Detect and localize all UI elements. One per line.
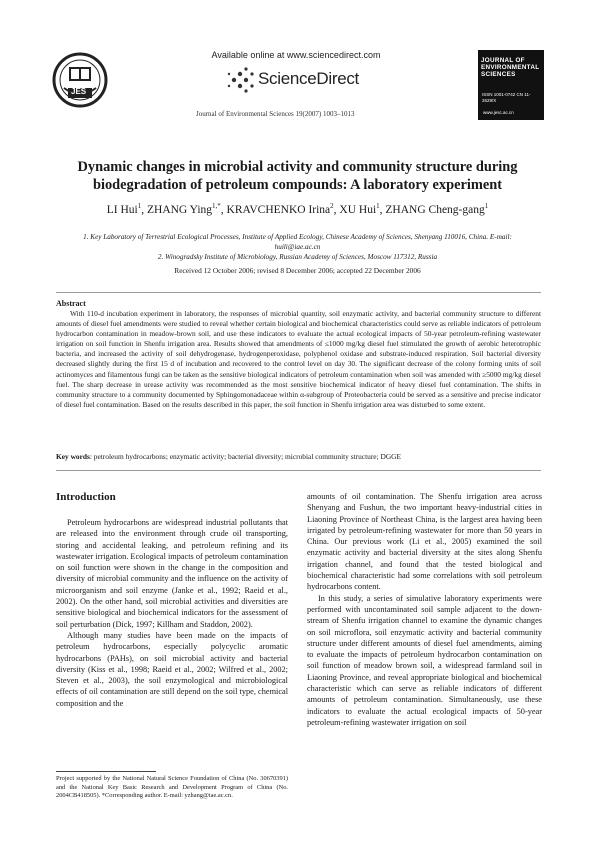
sciencedirect-banner: [196, 50, 396, 110]
paper-title: Dynamic changes in microbial activity and community structure during biodegradation of petroleum compounds: A laboratory experiment: [77, 159, 518, 193]
abstract-heading: Abstract: [56, 299, 86, 308]
author-affiliation-mark: 1,*: [212, 202, 221, 210]
author-name: LI Hui: [106, 203, 138, 216]
left-column: [56, 517, 288, 709]
body-paragraph: Petroleum hydrocarbons are widespread industrial pollutants that are released into the environment through crude oil transporting, storing and accidental leaking, and petroleum refining and its wastewater irrigation. Ecological impacts of petroleum contamination on soil function were shown in the change in the composition and diversity of microbial community and the influence on the activity of microorganism and soil enzyme (Janke et al., 1992; Raeid et al., 2002). On the other hand, soil microbial activities and diversities are sensitive biological and biochemical indicators for the assessment of soil perturbation (Dick, 1997; Killham and Staddon, 2002).: [56, 518, 289, 629]
cover-url: www.jesc.ac.cn: [483, 110, 514, 115]
keywords-label: Key words: [56, 452, 90, 461]
keywords-list: : petroleum hydrocarbons; enzymatic activity; bacterial diversity; microbial community structure; DGGE: [89, 452, 402, 461]
author-list: LI Hui$^1$, ZHANG Ying$^{1,*}$, KRAVCHENKO Irina$^2$, XU Hui$^1$, ZHANG Cheng-gang$^1$: [106, 202, 489, 216]
body-paragraph: amounts of oil contamination. The Shenfu irrigation area across Shenyang and Fushun, the two important heavy-industrial cities in Liaoning Province of Northeast China, is the largest area having been irrigated by petroleum-refining wastewater for more than 50 years in China. Our previous work (Li et al., 2005) examined the soil enzymatic activity and bacterial diversity at the sites along Shenfu irrigation channel, and found that the tested biological and biochemical characteristic had some correlations with soil petroleum hydrocarbons content.: [307, 492, 542, 592]
journal-seal-logo: [52, 50, 108, 116]
right-column: [307, 491, 542, 728]
author-affiliation-mark: 1: [376, 202, 380, 210]
keywords: [56, 452, 541, 461]
cover-title: JOURNAL OF ENVIRONMENTAL SCIENCES: [481, 57, 540, 78]
author-name: KRAVCHENKO Irina: [226, 203, 331, 216]
body-paragraph: Although many studies have been made on the impacts of petroleum hydrocarbons, especially polycyclic aromatic hydrocarbons (PAHs), on soil microbial activity and bacterial diversity (Kiss et al., 1998; Raeid et al., 2002; Wilfred et al., 2002; Steven et al., 2003), the soil enzymological and microbiological effects of oil contamination are still depend on the soil type, chemical composition and the: [56, 630, 288, 708]
bottom-divider: [56, 470, 541, 471]
journal-cover-thumbnail: [478, 50, 544, 120]
sciencedirect-logo-icon: [226, 65, 258, 95]
author-affiliation-mark: 1: [484, 202, 489, 210]
sciencedirect-name: ScienceDirect: [258, 69, 359, 88]
author-affiliation-mark: 1: [137, 202, 142, 210]
affiliation-2: 2. Winogradsky Institute of Microbiology, Russian Academy of Sciences, Moscow 117312, Russia: [157, 253, 438, 261]
abstract-text: With 110-d incubation experiment in laboratory, the responses of microbial quantity, soil enzymatic activity, and bacterial community structure to different amounts of diesel fuel amendments were studied to reveal whether certain biological and biochemical characteristics could serve as reliable indicators of petroleum hydrocarbon contamination in meadow-brown soil, and use these indicators to evaluate the actual ecological impacts of 50-year petroleum-refining wastewater irrigation on soil function in Shenfu irrigation area. Results showed that amendments of ≤1000 mg/kg diesel fuel stimulated the growth of aerobic heterotrophic bacteria, and increased the activity of soil dehydrogenase, hydrogenperoxidase, polyphenol oxidase and substrate-induced respiration. Soil bacterial diversity decreased slightly during the first 15 d of incubation and recovered to the control level on day 30. The significant decrease of the colony forming units of soil actinomyces and filamentous fungi can be taken as the sensitive biological indicators of petroleum contamination when soil was amended with ≥5000 mg/kg diesel fuel. The sharp decrease in urease activity was recommended as the most sensitive biochemical indicator of heavy diesel fuel contamination. The shifts in community structure to a community documented by Sphingomonadaceae within α-subgroup of Proteobacteria could be served as a sensitive and precise indicator of diesel fuel contamination. Based on the results described in this paper, the soil function in Shenfu irrigation area was disturbed to some extent.: [56, 309, 541, 409]
author-name: XU Hui: [339, 203, 377, 216]
affiliations: [80, 232, 515, 262]
journal-citation: Journal of Environmental Sciences 19(2007) 1003–1013: [196, 110, 355, 118]
cover-issn: ISSN 1001-0742 CN 11-2629/X: [482, 92, 531, 103]
footnote-divider: [56, 771, 156, 772]
logo-text: JES: [71, 87, 87, 96]
author-name: ZHANG Ying: [146, 203, 213, 216]
affiliation-1: 1. Key Laboratory of Terrestrial Ecological Processes, Institute of Applied Ecology, Chinese Academy of Sciences, Shenyang 110016, China. E-mail: huili@iae.ac.cn: [83, 233, 512, 251]
received-dates: Received 12 October 2006; revised 8 December 2006; accepted 22 December 2006: [174, 266, 421, 275]
author-name: ZHANG Cheng-gang: [385, 203, 485, 216]
section-heading-introduction: Introduction: [56, 491, 116, 503]
author-affiliation-mark: 2: [330, 202, 334, 210]
top-divider: [56, 292, 541, 293]
footnote: Project supported by the National Natural Science Foundation of China (No. 30670391) and the National Key Basic Research and Development Program of China (No. 2004CB418505). *Corresponding author. E-mail: yzhang@iae.ac.cn.: [56, 775, 288, 799]
body-paragraph: In this study, a series of simulative laboratory experiments were performed with uncontaminated soil sample adjacent to the down-stream of Shenfu irrigation channel to examine the dynamic changes on soil microflora, soil enzymatic activity and bacterial community structure under different amounts of diesel fuel amendments, aiming to evaluate the impacts of petroleum hydrocarbon contamination on soil function of meadow brown soil, a widespread farmland soil in Liaoning Province, and reveal appropriate biological and biochemical characteristic which can serve as reliable indicators of different amounts of petroleum contamination. Simultaneously, use these indicators to evaluate the actual ecological impacts of 50-year petroleum-refining wastewater irrigation on soil: [307, 593, 542, 727]
available-online-text: Available online at www.sciencedirect.com: [211, 50, 381, 60]
